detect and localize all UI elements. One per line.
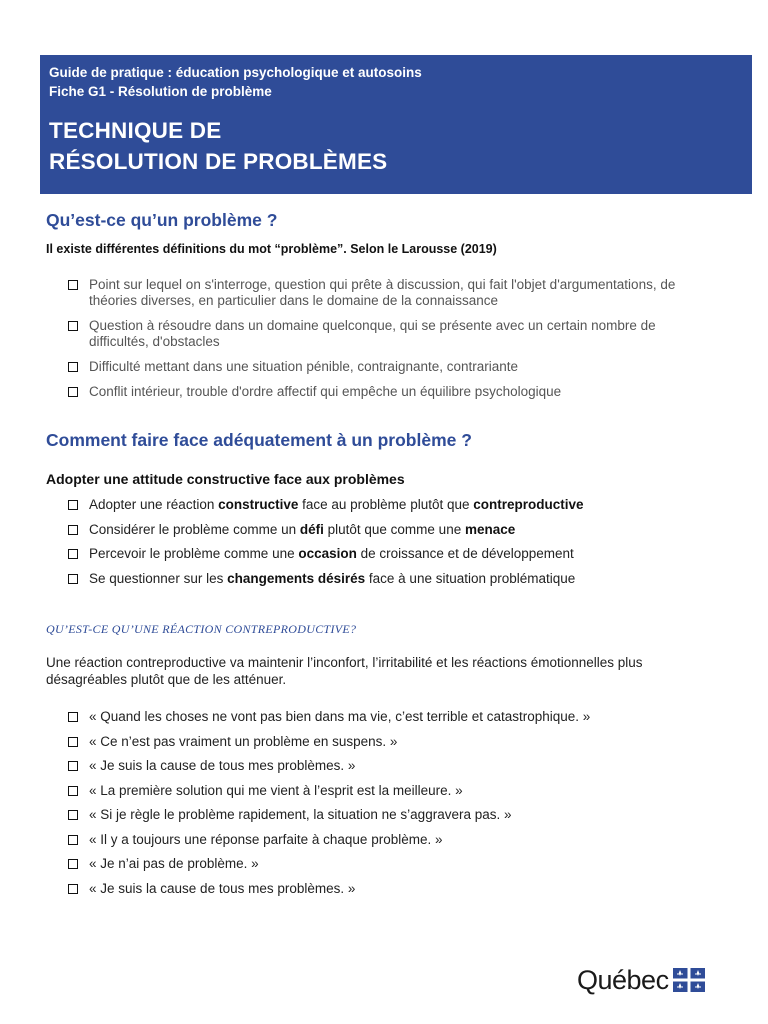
list-item: « Si je règle le problème rapidement, la situation ne s’aggravera pas. » (68, 807, 708, 823)
page-title (49, 115, 752, 177)
list-item: « La première solution qui me vient à l’esprit est la meilleure. » (68, 783, 708, 799)
list-item: Se questionner sur les changements désirés face à une situation problématique (68, 571, 708, 587)
header-banner (40, 55, 752, 194)
subsection-heading-counterproductive: QU’EST-CE QU’UNE RÉACTION CONTREPRODUCTIVE? (46, 622, 357, 636)
checkbox-icon (68, 321, 78, 331)
definition-list (68, 277, 708, 400)
checkbox-icon (68, 737, 78, 747)
checkbox-icon (68, 859, 78, 869)
checkbox-icon (68, 712, 78, 722)
checkbox-icon (68, 280, 78, 290)
quebec-logo-text: Québec (577, 964, 669, 995)
section-heading-coping: Comment faire face adéquatement à un problème ? (46, 430, 472, 450)
list-item: « Ce n’est pas vraiment un problème en suspens. » (68, 734, 708, 750)
checkbox-icon (68, 574, 78, 584)
checkbox-icon (68, 362, 78, 372)
list-item: Considérer le problème comme un défi plutôt que comme une menace (68, 522, 708, 538)
list-item: Conflit intérieur, trouble d'ordre affectif qui empêche un équilibre psychologique (68, 384, 708, 400)
list-item: Question à résoudre dans un domaine quelconque, qui se présente avec un certain nombre de difficultés, d'obstacles (68, 318, 708, 350)
counterproductive-description: Une réaction contreproductive va maintenir l’inconfort, l’irritabilité et les réactions émotionnelles plus désagréables plutôt que de les atténuer. (46, 655, 643, 687)
checkbox-icon (68, 387, 78, 397)
checkbox-icon (68, 549, 78, 559)
list-item: « Je suis la cause de tous mes problèmes. » (68, 881, 708, 897)
section-heading-what-is-problem: Qu’est-ce qu’un problème ? (46, 210, 278, 230)
checkbox-icon (68, 761, 78, 771)
list-item: « Je n’ai pas de problème. » (68, 856, 708, 872)
list-item: « Je suis la cause de tous mes problèmes. » (68, 758, 708, 774)
checkbox-icon (68, 835, 78, 845)
checkbox-icon (68, 810, 78, 820)
definition-intro: Il existe différentes définitions du mot “problème”. Selon le Larousse (2019) (46, 242, 497, 256)
list-item: « Il y a toujours une réponse parfaite à chaque problème. » (68, 832, 708, 848)
checkbox-icon (68, 884, 78, 894)
sheet-subtitle: Fiche G1 - Résolution de problème (49, 84, 272, 99)
quebec-logo (577, 960, 705, 1000)
list-item: Point sur lequel on s'interroge, question qui prête à discussion, qui fait l'objet d'argumentations, de théories diverses, en particulier dans le domaine de la connaissance (68, 277, 708, 309)
attitude-intro: Adopter une attitude constructive face aux problèmes (46, 471, 405, 487)
counterproductive-thoughts-list (68, 709, 708, 897)
checkbox-icon (68, 525, 78, 535)
page-title-line-1: TECHNIQUE DE (49, 118, 222, 143)
list-item: Difficulté mettant dans une situation pénible, contraignante, contrariante (68, 359, 708, 375)
guide-subtitle: Guide de pratique : éducation psychologique et autosoins (49, 65, 422, 80)
list-item: Adopter une réaction constructive face au problème plutôt que contreproductive (68, 497, 708, 513)
checkbox-icon (68, 500, 78, 510)
fleur-de-lis-flag-icon (673, 968, 705, 992)
list-item: « Quand les choses ne vont pas bien dans ma vie, c’est terrible et catastrophique. » (68, 709, 708, 725)
page-title-line-2: RÉSOLUTION DE PROBLÈMES (49, 149, 388, 174)
attitude-list (68, 497, 708, 587)
list-item: Percevoir le problème comme une occasion de croissance et de développement (68, 546, 708, 562)
checkbox-icon (68, 786, 78, 796)
